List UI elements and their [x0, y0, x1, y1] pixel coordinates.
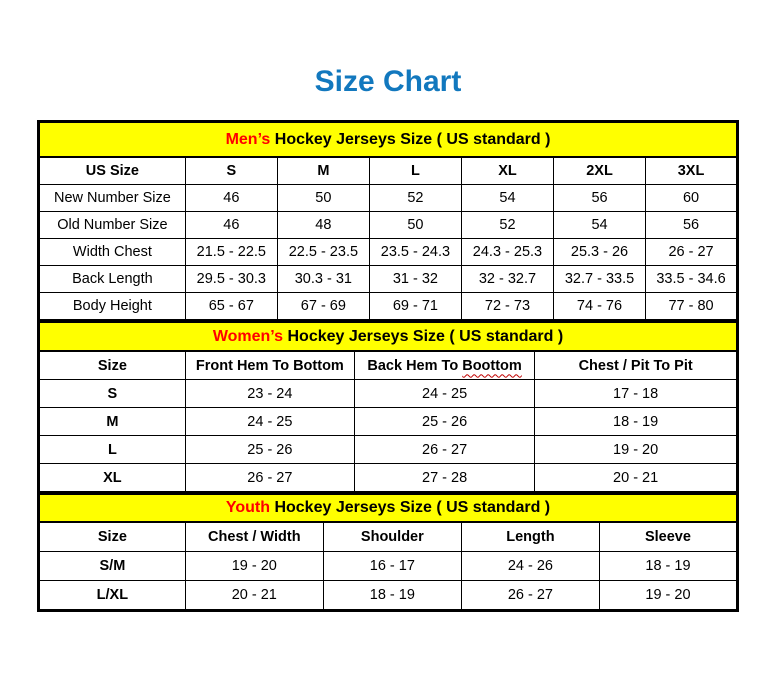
youth-band-title: [39, 495, 738, 523]
youth-header-row: [39, 522, 738, 552]
value-cell: 18 - 19: [599, 552, 737, 581]
youth-table-row: [39, 581, 738, 611]
youth-table-row: [39, 552, 738, 581]
value-cell: 29.5 - 30.3: [185, 266, 277, 293]
womens-table-row: [39, 380, 738, 408]
value-cell: 20 - 21: [535, 464, 738, 493]
value-cell: 72 - 73: [461, 293, 553, 321]
row-label: Back Length: [39, 266, 186, 293]
value-cell: 26 - 27: [354, 436, 534, 464]
value-cell: 52: [461, 212, 553, 239]
mens-column-header: L: [369, 157, 461, 185]
row-label: Body Height: [39, 293, 186, 321]
youth-column-header: Chest / Width: [185, 522, 323, 552]
value-cell: 18 - 19: [535, 408, 738, 436]
value-cell: 77 - 80: [646, 293, 738, 321]
mens-table-row: [39, 293, 738, 321]
row-label: L/XL: [39, 581, 186, 611]
value-cell: 17 - 18: [535, 380, 738, 408]
value-cell: 26 - 27: [185, 464, 354, 493]
youth-size-table: [37, 494, 739, 612]
value-cell: 23 - 24: [185, 380, 354, 408]
mens-table-row: [39, 212, 738, 239]
value-cell: 54: [553, 212, 645, 239]
value-cell: 24 - 25: [185, 408, 354, 436]
womens-column-header: Chest / Pit To Pit: [535, 351, 738, 380]
womens-band-title: [39, 323, 738, 352]
youth-column-header: Size: [39, 522, 186, 552]
value-cell: 25 - 26: [354, 408, 534, 436]
mens-band-title: [39, 122, 738, 158]
youth-band-highlight: Youth: [225, 499, 270, 516]
value-cell: 54: [461, 185, 553, 212]
mens-column-header: M: [277, 157, 369, 185]
value-cell: 30.3 - 31: [277, 266, 369, 293]
value-cell: 20 - 21: [185, 581, 323, 611]
value-cell: 60: [646, 185, 738, 212]
value-cell: 16 - 17: [323, 552, 461, 581]
mens-column-header: S: [185, 157, 277, 185]
mens-size-table: [37, 120, 739, 322]
value-cell: 25.3 - 26: [553, 239, 645, 266]
value-cell: 56: [553, 185, 645, 212]
value-cell: 46: [185, 185, 277, 212]
value-cell: 19 - 20: [535, 436, 738, 464]
youth-band-rest: Hockey Jerseys Size ( US standard ): [270, 499, 551, 516]
value-cell: 69 - 71: [369, 293, 461, 321]
mens-column-header: XL: [461, 157, 553, 185]
value-cell: 33.5 - 34.6: [646, 266, 738, 293]
size-tables-container: [0, 120, 776, 612]
womens-column-header: Size: [39, 351, 186, 380]
mens-table-row: [39, 266, 738, 293]
youth-band-row: [39, 495, 738, 523]
value-cell: 67 - 69: [277, 293, 369, 321]
mens-band-row: [39, 122, 738, 158]
womens-table-row: [39, 408, 738, 436]
mens-column-header: 2XL: [553, 157, 645, 185]
mens-table-row: [39, 185, 738, 212]
mens-band-highlight: Men’s: [225, 130, 271, 148]
value-cell: 25 - 26: [185, 436, 354, 464]
value-cell: 26 - 27: [646, 239, 738, 266]
mens-column-header: 3XL: [646, 157, 738, 185]
row-label: L: [39, 436, 186, 464]
womens-column-header: [354, 351, 534, 380]
value-cell: 19 - 20: [599, 581, 737, 611]
womens-column-header: Front Hem To Bottom: [185, 351, 354, 380]
value-cell: 24.3 - 25.3: [461, 239, 553, 266]
value-cell: 48: [277, 212, 369, 239]
row-label: XL: [39, 464, 186, 493]
value-cell: 52: [369, 185, 461, 212]
row-label: S: [39, 380, 186, 408]
value-cell: 24 - 26: [461, 552, 599, 581]
womens-table-row: [39, 436, 738, 464]
row-label: Old Number Size: [39, 212, 186, 239]
misspelled-word: Boottom: [462, 357, 522, 374]
value-cell: 46: [185, 212, 277, 239]
row-label: M: [39, 408, 186, 436]
row-label: New Number Size: [39, 185, 186, 212]
value-cell: 27 - 28: [354, 464, 534, 493]
value-cell: 32 - 32.7: [461, 266, 553, 293]
value-cell: 31 - 32: [369, 266, 461, 293]
row-label: Width Chest: [39, 239, 186, 266]
womens-band-rest: Hockey Jerseys Size ( US standard ): [283, 327, 564, 345]
mens-column-header: US Size: [39, 157, 186, 185]
value-cell: 23.5 - 24.3: [369, 239, 461, 266]
row-label: S/M: [39, 552, 186, 581]
value-cell: 18 - 19: [323, 581, 461, 611]
mens-band-rest: Hockey Jerseys Size ( US standard ): [270, 130, 551, 148]
value-cell: 50: [369, 212, 461, 239]
value-cell: 22.5 - 23.5: [277, 239, 369, 266]
value-cell: 50: [277, 185, 369, 212]
value-cell: 65 - 67: [185, 293, 277, 321]
youth-column-header: Sleeve: [599, 522, 737, 552]
womens-table-row: [39, 464, 738, 493]
mens-table-row: [39, 239, 738, 266]
womens-band-row: [39, 323, 738, 352]
value-cell: 74 - 76: [553, 293, 645, 321]
header-text: Back Hem To: [367, 357, 463, 374]
youth-column-header: Length: [461, 522, 599, 552]
value-cell: 32.7 - 33.5: [553, 266, 645, 293]
value-cell: 24 - 25: [354, 380, 534, 408]
womens-size-table: [37, 322, 739, 494]
value-cell: 26 - 27: [461, 581, 599, 611]
value-cell: 56: [646, 212, 738, 239]
womens-header-row: [39, 351, 738, 380]
page-title: Size Chart: [314, 65, 462, 98]
value-cell: 21.5 - 22.5: [185, 239, 277, 266]
value-cell: 19 - 20: [185, 552, 323, 581]
womens-band-highlight: Women’s: [212, 327, 284, 345]
youth-column-header: Shoulder: [323, 522, 461, 552]
mens-header-row: [39, 157, 738, 185]
